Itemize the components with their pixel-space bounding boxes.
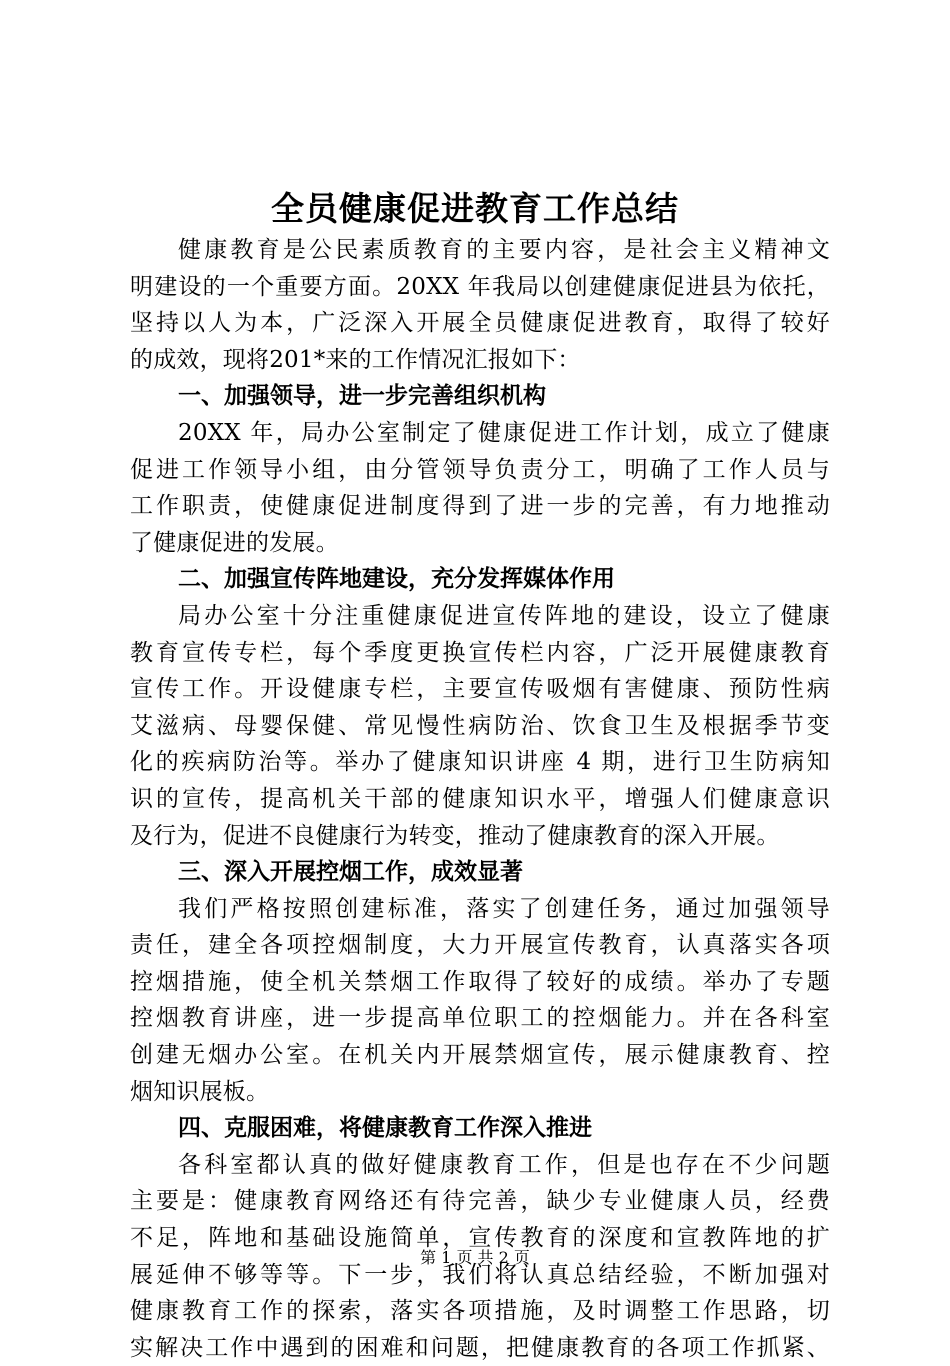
section-heading: 三、深入开展控烟工作，成效显著 [178,859,523,886]
section-heading: 二、加强宣传阵地建设，充分发挥媒体作用 [178,566,615,593]
paragraph-line: 健康教育是公民素质教育的主要内容，是社会主义精神文 [178,237,830,263]
paragraph-line: 创建无烟办公室。在机关内开展禁烟宣传，展示健康教育、控 [130,1042,830,1069]
document-body [130,232,830,1366]
paragraph-line: 我们严格按照创建标准，落实了创建任务，通过加强领导 [178,895,830,922]
paragraph-line: 主要是：健康教育网络还有待完善，缺少专业健康人员，经费 [130,1188,830,1215]
page-footer: 第 1 页 共 2 页 [420,1248,530,1267]
document-title: 全员健康促进教育工作总结 [271,189,679,228]
paragraph-line: 20XX 年，局办公室制定了健康促进工作计划，成立了健康 [178,419,830,446]
paragraph-line: 促进工作领导小组，由分管领导负责分工，明确了工作人员与 [130,456,830,483]
paragraph-line: 工作职责，使健康促进制度得到了进一步的完善，有力地推动 [130,493,830,520]
paragraph-line: 明建设的一个重要方面。20XX 年我局以创建健康促进县为依托， [130,273,830,300]
paragraph-line: 不足，阵地和基础设施简单，宣传教育的深度和宣教阵地的扩 [130,1225,830,1252]
paragraph-line: 教育宣传专栏，每个季度更换宣传栏内容，广泛开展健康教育 [130,639,830,666]
paragraph-line: 各科室都认真的做好健康教育工作，但是也存在不少问题 [178,1151,830,1178]
paragraph-line: 控烟教育讲座，进一步提高单位职工的控烟能力。并在各科室 [130,1005,830,1032]
section-heading: 四、克服困难，将健康教育工作深入推进 [178,1115,592,1142]
paragraph-line: 健康教育工作的探索，落实各项措施，及时调整工作思路，切 [130,1298,830,1325]
paragraph-line: 化的疾病防治等。举办了健康知识讲座 4 期，进行卫生防病知 [130,749,830,776]
paragraph-line: 局办公室十分注重健康促进宣传阵地的建设，设立了健康 [178,602,830,629]
paragraph-line: 及行为，促进不良健康行为转变，推动了健康教育的深入开展。 [130,822,780,849]
paragraph-line: 控烟措施，使全机关禁烟工作取得了较好的成绩。举办了专题 [130,968,830,995]
paragraph-line: 艾滋病、母婴保健、常见慢性病防治、饮食卫生及根据季节变 [130,712,830,739]
paragraph-line: 烟知识展板。 [130,1078,270,1105]
paragraph-line: 识的宣传，提高机关干部的健康知识水平，增强人们健康意识 [130,785,830,812]
paragraph-line: 实解决工作中遇到的困难和问题，把健康教育的各项工作抓紧、 [130,1334,830,1361]
paragraph-line: 宣传工作。开设健康专栏，主要宣传吸烟有害健康、预防性病 [130,676,830,703]
paragraph-line: 展延伸不够等等。下一步，我们将认真总结经验，不断加强对 [130,1261,830,1288]
paragraph-line: 了健康促进的发展。 [130,529,339,556]
section-heading: 一、加强领导，进一步完善组织机构 [178,383,546,410]
paragraph-line: 责任，建全各项控烟制度，大力开展宣传教育，认真落实各项 [130,932,830,959]
paragraph-line: 的成效，现将201*来的工作情况汇报如下： [130,346,581,373]
paragraph-line: 坚持以人为本，广泛深入开展全员健康促进教育，取得了较好 [130,310,830,337]
